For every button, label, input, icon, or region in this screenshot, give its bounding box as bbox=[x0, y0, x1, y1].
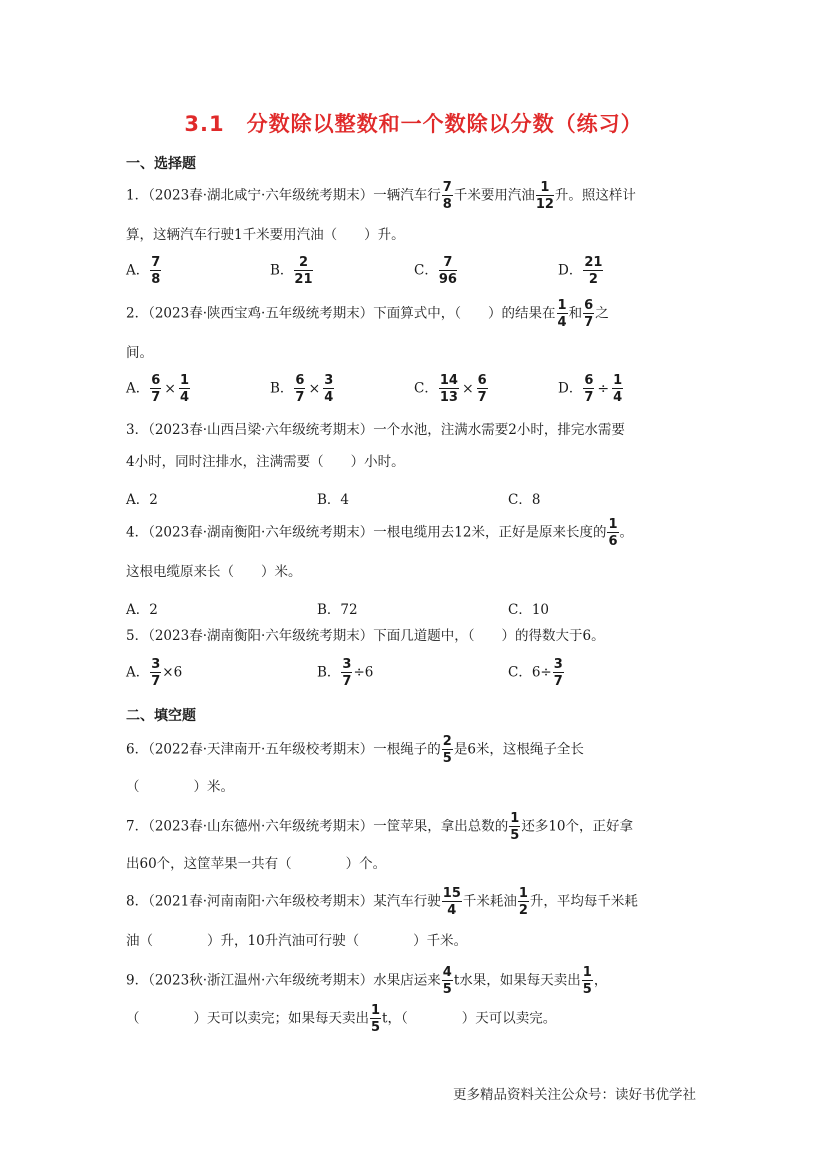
question-8-line-1: 8．（2021春·河南南阳·六年级校考期末）某汽车行驶 $\frac{15}{4}$ 千米耗油 $\frac{1}{2}$ 升，平均每千米耗 bbox=[126, 886, 638, 918]
question-8-line-2: 油（ ）升，10升汽油可行驶（ ）千米。 bbox=[126, 933, 468, 949]
footer-note: 更多精品资料关注公众号：读好书优学社 bbox=[453, 1087, 696, 1103]
fraction: $\frac{1}{12}$ bbox=[535, 180, 554, 212]
q1-option-d[interactable]: D． $\frac{21}{2}$ bbox=[558, 255, 603, 287]
q5-option-b[interactable]: B． $\frac{3}{7}$ ÷6 bbox=[317, 657, 374, 689]
question-4-line-2: 这根电缆原来长（ ）米。 bbox=[126, 564, 302, 580]
q3-option-c[interactable]: C．8 bbox=[508, 492, 541, 508]
question-7-line-2: 出60个，这筐苹果一共有（ ）个。 bbox=[126, 856, 387, 872]
page-title: 3.1 分数除以整数和一个数除以分数（练习） bbox=[184, 112, 643, 136]
fraction: $\frac{1}{5}$ bbox=[510, 811, 520, 843]
q5-option-c[interactable]: C．6÷ $\frac{3}{7}$ bbox=[508, 657, 563, 689]
question-9-line-1: 9．（2023秋·浙江温州·六年级统考期末）水果店运来 $\frac{4}{5}$ t水果，如果每天卖出 $\frac{1}{5}$ ， bbox=[126, 965, 608, 997]
q5-option-a[interactable]: A． $\frac{3}{7}$ ×6 bbox=[126, 657, 183, 689]
fraction: $\frac{2}{5}$ bbox=[442, 734, 452, 766]
fraction: $\frac{4}{5}$ bbox=[442, 965, 452, 997]
question-3-line-2: 4小时，同时注排水，注满需要（ ）小时。 bbox=[126, 454, 405, 470]
q1-option-c[interactable]: C． $\frac{7}{96}$ bbox=[414, 255, 457, 287]
fraction: $\frac{6}{7}$ bbox=[584, 298, 594, 330]
question-7-line-1: 7．（2023春·山东德州·六年级统考期末）一筐苹果，拿出总数的 $\frac{1}{5}$ 还多10个，正好拿 bbox=[126, 811, 634, 843]
question-2-line-2: 间。 bbox=[126, 345, 153, 361]
question-6-line-1: 6．（2022春·天津南开·五年级校考期末）一根绳子的 $\frac{2}{5}$ 是6米，这根绳子全长 bbox=[126, 734, 584, 766]
q4-option-b[interactable]: B．72 bbox=[317, 602, 358, 618]
question-1-line-2: 算，这辆汽车行驶1千米要用汽油（ ）升。 bbox=[126, 227, 405, 243]
fraction: $\frac{1}{5}$ bbox=[371, 1003, 381, 1035]
section-heading-fill: 二、填空题 bbox=[126, 708, 196, 724]
q3-option-b[interactable]: B．4 bbox=[317, 492, 350, 508]
fraction: $\frac{1}{6}$ bbox=[608, 517, 618, 549]
q4-option-a[interactable]: A．2 bbox=[126, 602, 158, 618]
q2-option-b[interactable]: B． $\frac{6}{7}$ × $\frac{3}{4}$ bbox=[270, 373, 334, 405]
question-5-line-1: 5．（2023春·湖南衡阳·六年级统考期末）下面几道题中，（ ）的得数大于6。 bbox=[126, 628, 605, 644]
fraction: $\frac{15}{4}$ bbox=[442, 886, 461, 918]
fraction: $\frac{1}{2}$ bbox=[518, 886, 528, 918]
question-9-line-2: （ ）天可以卖完；如果每天卖出 $\frac{1}{5}$ t，（ ）天可以卖完。 bbox=[126, 1003, 557, 1035]
q4-option-c[interactable]: C．10 bbox=[508, 602, 550, 618]
q2-option-c[interactable]: C． $\frac{14}{13}$ × $\frac{6}{7}$ bbox=[414, 373, 487, 405]
q1-option-b[interactable]: B． $\frac{2}{21}$ bbox=[270, 255, 313, 287]
q2-option-a[interactable]: A． $\frac{6}{7}$ × $\frac{1}{4}$ bbox=[126, 373, 190, 405]
question-4-line-1: 4．（2023春·湖南衡阳·六年级统考期末）一根电缆用去12米，正好是原来长度的 $\frac{1}{6}$ 。 bbox=[126, 517, 634, 549]
q1-option-a[interactable]: A． $\frac{7}{8}$ bbox=[126, 255, 161, 287]
q2-option-d[interactable]: D． $\frac{6}{7}$ ÷ $\frac{1}{4}$ bbox=[558, 373, 623, 405]
question-2-line-1: 2．（2023春·陕西宝鸡·五年级统考期末）下面算式中，（ ）的结果在 $\frac{1}{4}$ 和 $\frac{6}{7}$ 之 bbox=[126, 298, 609, 330]
question-1-line-1: 1．（2023春·湖北咸宁·六年级统考期末）一辆汽车行 $\frac{7}{8}$ 千米要用汽油 $\frac{1}{12}$ 升。照这样计 bbox=[126, 180, 636, 212]
fraction: $\frac{1}{4}$ bbox=[557, 298, 567, 330]
q3-option-a[interactable]: A．2 bbox=[126, 492, 158, 508]
question-6-line-2: （ ）米。 bbox=[126, 779, 234, 795]
fraction: $\frac{7}{8}$ bbox=[442, 180, 452, 212]
question-3-line-1: 3．（2023春·山西吕梁·六年级统考期末）一个水池，注满水需要2小时，排完水需要 bbox=[126, 422, 625, 438]
fraction: $\frac{1}{5}$ bbox=[582, 965, 592, 997]
section-heading-choice: 一、选择题 bbox=[126, 156, 196, 172]
